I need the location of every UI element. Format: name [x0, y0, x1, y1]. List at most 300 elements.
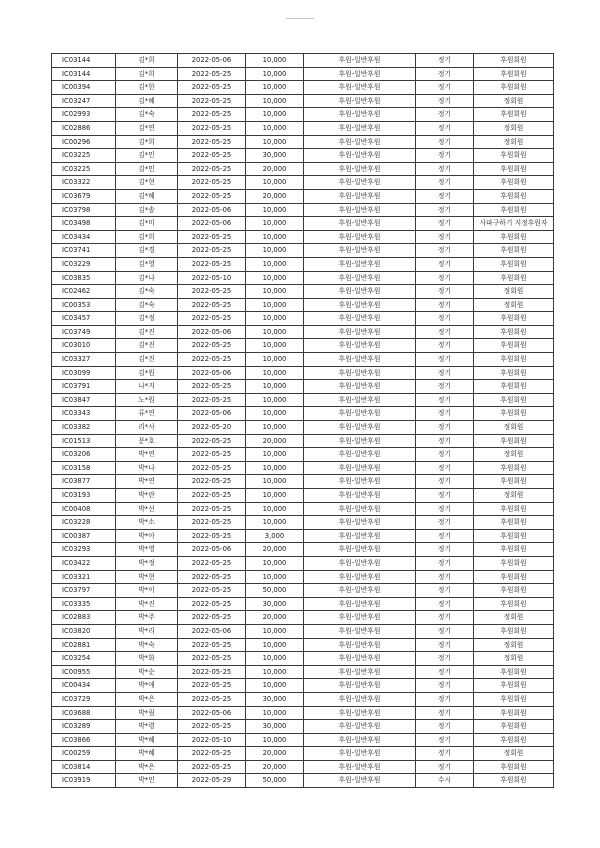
member-id-cell: IC02886	[52, 121, 116, 135]
member-id-cell: IC03158	[52, 461, 116, 475]
frequency-cell: 정기	[416, 747, 474, 761]
member-type-cell: 후원회원	[474, 325, 554, 339]
table-row	[52, 556, 554, 570]
frequency-cell: 정기	[416, 176, 474, 190]
frequency-cell: 정기	[416, 543, 474, 557]
table-row	[52, 176, 554, 190]
donor-name-cell: 김*숙	[116, 298, 178, 312]
frequency-cell: 정기	[416, 339, 474, 353]
donor-name-cell: 김*희	[116, 54, 178, 68]
amount-cell: 20,000	[246, 434, 304, 448]
amount-cell: 10,000	[246, 54, 304, 68]
amount-cell: 10,000	[246, 407, 304, 421]
donation-type-cell: 후원-일반후원	[304, 516, 416, 530]
table-row	[52, 149, 554, 163]
donation-date-cell: 2022-05-06	[178, 543, 246, 557]
donation-type-cell: 후원-일반후원	[304, 285, 416, 299]
donation-type-cell: 후원-일반후원	[304, 121, 416, 135]
table-row	[52, 189, 554, 203]
donation-type-cell: 후원-일반후원	[304, 584, 416, 598]
amount-cell: 10,000	[246, 475, 304, 489]
donor-name-cell: 박*은	[116, 760, 178, 774]
donation-date-cell: 2022-05-25	[178, 448, 246, 462]
frequency-cell: 정기	[416, 217, 474, 231]
frequency-cell: 수시	[416, 774, 474, 788]
frequency-cell: 정기	[416, 81, 474, 95]
donation-date-cell: 2022-05-25	[178, 285, 246, 299]
frequency-cell: 정기	[416, 162, 474, 176]
donation-date-cell: 2022-05-06	[178, 217, 246, 231]
amount-cell: 20,000	[246, 760, 304, 774]
donor-name-cell: 박*혜	[116, 747, 178, 761]
member-type-cell: 후원회원	[474, 624, 554, 638]
amount-cell: 10,000	[246, 448, 304, 462]
donation-type-cell: 후원-일반후원	[304, 556, 416, 570]
member-type-cell: 후원회원	[474, 176, 554, 190]
table-row	[52, 584, 554, 598]
donation-date-cell: 2022-05-25	[178, 393, 246, 407]
amount-cell: 50,000	[246, 584, 304, 598]
table-row	[52, 448, 554, 462]
member-id-cell: IC03293	[52, 543, 116, 557]
frequency-cell: 정기	[416, 366, 474, 380]
amount-cell: 10,000	[246, 624, 304, 638]
donation-date-cell: 2022-05-06	[178, 325, 246, 339]
amount-cell: 10,000	[246, 81, 304, 95]
donation-type-cell: 후원-일반후원	[304, 570, 416, 584]
donation-date-cell: 2022-05-25	[178, 244, 246, 258]
donor-name-cell: 김*한	[116, 81, 178, 95]
member-id-cell: IC03099	[52, 366, 116, 380]
donation-date-cell: 2022-05-06	[178, 624, 246, 638]
member-id-cell: IC03144	[52, 67, 116, 81]
member-id-cell: IC03422	[52, 556, 116, 570]
frequency-cell: 정기	[416, 706, 474, 720]
table-row	[52, 244, 554, 258]
donation-type-cell: 후원-일반후원	[304, 176, 416, 190]
donor-name-cell: 박*애	[116, 679, 178, 693]
table-row	[52, 312, 554, 326]
donor-name-cell: 김*나	[116, 271, 178, 285]
donor-name-cell: 박*진	[116, 597, 178, 611]
table-row	[52, 611, 554, 625]
member-id-cell: IC03434	[52, 230, 116, 244]
donation-date-cell: 2022-05-25	[178, 162, 246, 176]
donation-date-cell: 2022-05-25	[178, 312, 246, 326]
member-id-cell: IC03791	[52, 380, 116, 394]
frequency-cell: 정기	[416, 489, 474, 503]
donor-name-cell: 노*원	[116, 393, 178, 407]
table-row	[52, 638, 554, 652]
donor-name-cell: 박*영	[116, 543, 178, 557]
frequency-cell: 정기	[416, 597, 474, 611]
amount-cell: 10,000	[246, 516, 304, 530]
donation-date-cell: 2022-05-25	[178, 135, 246, 149]
donor-name-cell: 김*솔	[116, 203, 178, 217]
donation-type-cell: 후원-일반후원	[304, 692, 416, 706]
donation-type-cell: 후원-일반후원	[304, 366, 416, 380]
donor-name-cell: 김*원	[116, 366, 178, 380]
donation-type-cell: 후원-일반후원	[304, 54, 416, 68]
donation-date-cell: 2022-05-25	[178, 529, 246, 543]
frequency-cell: 정기	[416, 380, 474, 394]
donor-name-cell: 김*연	[116, 121, 178, 135]
member-id-cell: IC03688	[52, 706, 116, 720]
donor-name-cell: 박*현	[116, 570, 178, 584]
table-row	[52, 108, 554, 122]
member-type-cell: 후원회원	[474, 570, 554, 584]
member-id-cell: IC03498	[52, 217, 116, 231]
amount-cell: 10,000	[246, 733, 304, 747]
donation-type-cell: 후원-일반후원	[304, 421, 416, 435]
amount-cell: 10,000	[246, 461, 304, 475]
donation-date-cell: 2022-05-25	[178, 720, 246, 734]
frequency-cell: 정기	[416, 203, 474, 217]
frequency-cell: 정기	[416, 421, 474, 435]
donation-date-cell: 2022-05-25	[178, 638, 246, 652]
member-id-cell: IC03144	[52, 54, 116, 68]
amount-cell: 30,000	[246, 597, 304, 611]
amount-cell: 10,000	[246, 421, 304, 435]
amount-cell: 10,000	[246, 67, 304, 81]
frequency-cell: 정기	[416, 611, 474, 625]
donor-name-cell: 박*연	[116, 448, 178, 462]
member-id-cell: IC03322	[52, 176, 116, 190]
member-id-cell: IC00259	[52, 747, 116, 761]
frequency-cell: 정기	[416, 285, 474, 299]
member-type-cell: 정회원	[474, 652, 554, 666]
donor-name-cell: 박*숙	[116, 638, 178, 652]
member-id-cell: IC03847	[52, 393, 116, 407]
member-id-cell: IC00955	[52, 665, 116, 679]
donation-type-cell: 후원-일반후원	[304, 733, 416, 747]
table-row	[52, 257, 554, 271]
page-top-mark	[286, 18, 314, 19]
donor-name-cell: 박*민	[116, 774, 178, 788]
donation-type-cell: 후원-일반후원	[304, 720, 416, 734]
amount-cell: 10,000	[246, 570, 304, 584]
amount-cell: 20,000	[246, 611, 304, 625]
frequency-cell: 정기	[416, 189, 474, 203]
donation-type-cell: 후원-일반후원	[304, 652, 416, 666]
amount-cell: 10,000	[246, 556, 304, 570]
member-type-cell: 후원회원	[474, 774, 554, 788]
member-type-cell: 후원회원	[474, 108, 554, 122]
member-type-cell: 후원회원	[474, 502, 554, 516]
table-row	[52, 217, 554, 231]
donation-date-cell: 2022-05-25	[178, 230, 246, 244]
member-id-cell: IC03335	[52, 597, 116, 611]
member-type-cell: 후원회원	[474, 380, 554, 394]
table-row	[52, 421, 554, 435]
member-type-cell: 후원회원	[474, 162, 554, 176]
amount-cell: 10,000	[246, 393, 304, 407]
donation-date-cell: 2022-05-25	[178, 556, 246, 570]
member-id-cell: IC03206	[52, 448, 116, 462]
donation-date-cell: 2022-05-25	[178, 502, 246, 516]
member-id-cell: IC03321	[52, 570, 116, 584]
member-type-cell: 후원회원	[474, 461, 554, 475]
donation-date-cell: 2022-05-25	[178, 121, 246, 135]
member-id-cell: IC00296	[52, 135, 116, 149]
donor-name-cell: 박*림	[116, 706, 178, 720]
table-row	[52, 652, 554, 666]
donation-date-cell: 2022-05-25	[178, 189, 246, 203]
frequency-cell: 정기	[416, 733, 474, 747]
table-row	[52, 597, 554, 611]
donor-name-cell: 김*진	[116, 339, 178, 353]
member-type-cell: 정회원	[474, 298, 554, 312]
frequency-cell: 정기	[416, 67, 474, 81]
table-row	[52, 543, 554, 557]
donor-name-cell: 김*혜	[116, 189, 178, 203]
member-type-cell: 정회원	[474, 448, 554, 462]
donation-type-cell: 후원-일반후원	[304, 543, 416, 557]
donor-name-cell: 김*희	[116, 230, 178, 244]
table-row	[52, 489, 554, 503]
donation-type-cell: 후원-일반후원	[304, 638, 416, 652]
frequency-cell: 정기	[416, 312, 474, 326]
donation-type-cell: 후원-일반후원	[304, 189, 416, 203]
donation-type-cell: 후원-일반후원	[304, 611, 416, 625]
amount-cell: 10,000	[246, 298, 304, 312]
frequency-cell: 정기	[416, 652, 474, 666]
member-type-cell: 사파구하기 지정후원자	[474, 217, 554, 231]
member-type-cell: 정회원	[474, 421, 554, 435]
member-type-cell: 정회원	[474, 611, 554, 625]
donation-date-cell: 2022-05-06	[178, 54, 246, 68]
frequency-cell: 정기	[416, 692, 474, 706]
member-id-cell: IC03457	[52, 312, 116, 326]
donor-name-cell: 박*화	[116, 652, 178, 666]
donor-name-cell: 김*숙	[116, 285, 178, 299]
frequency-cell: 정기	[416, 298, 474, 312]
member-type-cell: 후원회원	[474, 516, 554, 530]
donor-name-cell: 류*연	[116, 407, 178, 421]
donor-name-cell: 박*이	[116, 584, 178, 598]
amount-cell: 10,000	[246, 135, 304, 149]
member-id-cell: IC03382	[52, 421, 116, 435]
amount-cell: 3,000	[246, 529, 304, 543]
table-row	[52, 162, 554, 176]
amount-cell: 10,000	[246, 353, 304, 367]
table-row	[52, 720, 554, 734]
amount-cell: 20,000	[246, 543, 304, 557]
member-id-cell: IC03254	[52, 652, 116, 666]
frequency-cell: 정기	[416, 448, 474, 462]
donation-date-cell: 2022-05-25	[178, 692, 246, 706]
member-id-cell: IC00394	[52, 81, 116, 95]
donation-type-cell: 후원-일반후원	[304, 706, 416, 720]
member-id-cell: IC03229	[52, 257, 116, 271]
member-type-cell: 후원회원	[474, 67, 554, 81]
donation-type-cell: 후원-일반후원	[304, 624, 416, 638]
frequency-cell: 정기	[416, 584, 474, 598]
table-row	[52, 529, 554, 543]
table-row	[52, 271, 554, 285]
table-row	[52, 339, 554, 353]
amount-cell: 10,000	[246, 312, 304, 326]
donor-name-cell: 김*숙	[116, 108, 178, 122]
member-id-cell: IC03228	[52, 516, 116, 530]
table-row	[52, 624, 554, 638]
frequency-cell: 정기	[416, 121, 474, 135]
donor-name-cell: 박*리	[116, 624, 178, 638]
member-type-cell: 정회원	[474, 747, 554, 761]
table-row	[52, 298, 554, 312]
donor-name-cell: 박*주	[116, 611, 178, 625]
table-row	[52, 502, 554, 516]
donation-type-cell: 후원-일반후원	[304, 217, 416, 231]
member-type-cell: 정회원	[474, 285, 554, 299]
donation-date-cell: 2022-05-25	[178, 570, 246, 584]
donor-name-cell: 김*정	[116, 312, 178, 326]
member-id-cell: IC00387	[52, 529, 116, 543]
member-id-cell: IC00408	[52, 502, 116, 516]
frequency-cell: 정기	[416, 638, 474, 652]
frequency-cell: 정기	[416, 135, 474, 149]
frequency-cell: 정기	[416, 108, 474, 122]
donation-date-cell: 2022-05-06	[178, 407, 246, 421]
donation-table	[51, 53, 554, 788]
amount-cell: 30,000	[246, 720, 304, 734]
donation-date-cell: 2022-05-06	[178, 706, 246, 720]
donor-name-cell: 박*령	[116, 720, 178, 734]
donor-name-cell: 박*은	[116, 692, 178, 706]
table-row	[52, 475, 554, 489]
table-row	[52, 733, 554, 747]
donation-type-cell: 후원-일반후원	[304, 149, 416, 163]
table-row	[52, 135, 554, 149]
member-id-cell: IC03225	[52, 149, 116, 163]
frequency-cell: 정기	[416, 94, 474, 108]
member-type-cell: 후원회원	[474, 475, 554, 489]
member-type-cell: 후원회원	[474, 230, 554, 244]
donation-type-cell: 후원-일반후원	[304, 81, 416, 95]
member-type-cell: 후원회원	[474, 760, 554, 774]
donor-name-cell: 김*진	[116, 353, 178, 367]
donation-date-cell: 2022-05-25	[178, 176, 246, 190]
donor-name-cell: 김*경	[116, 244, 178, 258]
member-id-cell: IC03343	[52, 407, 116, 421]
donor-name-cell: 리*사	[116, 421, 178, 435]
donor-name-cell: 박*순	[116, 665, 178, 679]
member-id-cell: IC00353	[52, 298, 116, 312]
member-id-cell: IC03010	[52, 339, 116, 353]
donation-date-cell: 2022-05-25	[178, 380, 246, 394]
donor-name-cell: 박*아	[116, 529, 178, 543]
amount-cell: 10,000	[246, 366, 304, 380]
member-type-cell: 후원회원	[474, 312, 554, 326]
donation-type-cell: 후원-일반후원	[304, 747, 416, 761]
frequency-cell: 정기	[416, 570, 474, 584]
donation-date-cell: 2022-05-25	[178, 149, 246, 163]
member-id-cell: IC03289	[52, 720, 116, 734]
frequency-cell: 정기	[416, 502, 474, 516]
amount-cell: 10,000	[246, 257, 304, 271]
donation-type-cell: 후원-일반후원	[304, 94, 416, 108]
donor-name-cell: 김*혜	[116, 94, 178, 108]
member-type-cell: 후원회원	[474, 679, 554, 693]
donation-type-cell: 후원-일반후원	[304, 774, 416, 788]
donation-type-cell: 후원-일반후원	[304, 108, 416, 122]
amount-cell: 10,000	[246, 94, 304, 108]
table-row	[52, 774, 554, 788]
amount-cell: 10,000	[246, 121, 304, 135]
donation-date-cell: 2022-05-29	[178, 774, 246, 788]
donor-name-cell: 문*호	[116, 434, 178, 448]
member-type-cell: 후원회원	[474, 203, 554, 217]
donation-date-cell: 2022-05-20	[178, 421, 246, 435]
donation-type-cell: 후원-일반후원	[304, 665, 416, 679]
amount-cell: 10,000	[246, 244, 304, 258]
member-type-cell: 후원회원	[474, 271, 554, 285]
amount-cell: 10,000	[246, 679, 304, 693]
amount-cell: 20,000	[246, 189, 304, 203]
frequency-cell: 정기	[416, 393, 474, 407]
donation-date-cell: 2022-05-25	[178, 665, 246, 679]
donor-name-cell: 박*혜	[116, 733, 178, 747]
table-row	[52, 285, 554, 299]
table-row	[52, 81, 554, 95]
member-id-cell: IC03327	[52, 353, 116, 367]
member-id-cell: IC02993	[52, 108, 116, 122]
donation-date-cell: 2022-05-25	[178, 257, 246, 271]
member-type-cell: 후원회원	[474, 54, 554, 68]
frequency-cell: 정기	[416, 529, 474, 543]
donation-date-cell: 2022-05-25	[178, 584, 246, 598]
amount-cell: 30,000	[246, 149, 304, 163]
donation-type-cell: 후원-일반후원	[304, 230, 416, 244]
donation-date-cell: 2022-05-06	[178, 366, 246, 380]
member-type-cell: 정회원	[474, 94, 554, 108]
frequency-cell: 정기	[416, 516, 474, 530]
donor-name-cell: 김*희	[116, 135, 178, 149]
member-type-cell: 후원회원	[474, 339, 554, 353]
member-type-cell: 후원회원	[474, 584, 554, 598]
donation-type-cell: 후원-일반후원	[304, 461, 416, 475]
donor-name-cell: 김*민	[116, 162, 178, 176]
member-type-cell: 후원회원	[474, 529, 554, 543]
table-row	[52, 230, 554, 244]
donor-name-cell: 김*민	[116, 149, 178, 163]
member-id-cell: IC03193	[52, 489, 116, 503]
member-id-cell: IC03797	[52, 584, 116, 598]
amount-cell: 50,000	[246, 774, 304, 788]
donation-date-cell: 2022-05-25	[178, 81, 246, 95]
member-id-cell: IC03835	[52, 271, 116, 285]
table-row	[52, 434, 554, 448]
frequency-cell: 정기	[416, 230, 474, 244]
donation-date-cell: 2022-05-25	[178, 298, 246, 312]
member-id-cell: IC03877	[52, 475, 116, 489]
amount-cell: 10,000	[246, 380, 304, 394]
donation-date-cell: 2022-05-25	[178, 461, 246, 475]
donor-name-cell: 박*나	[116, 461, 178, 475]
table-row	[52, 54, 554, 68]
frequency-cell: 정기	[416, 624, 474, 638]
frequency-cell: 정기	[416, 54, 474, 68]
member-type-cell: 후원회원	[474, 597, 554, 611]
member-type-cell: 후원회원	[474, 706, 554, 720]
table-row	[52, 692, 554, 706]
table-row	[52, 679, 554, 693]
donation-type-cell: 후원-일반후원	[304, 135, 416, 149]
member-type-cell: 후원회원	[474, 257, 554, 271]
table-row	[52, 203, 554, 217]
member-id-cell: IC02462	[52, 285, 116, 299]
amount-cell: 20,000	[246, 747, 304, 761]
